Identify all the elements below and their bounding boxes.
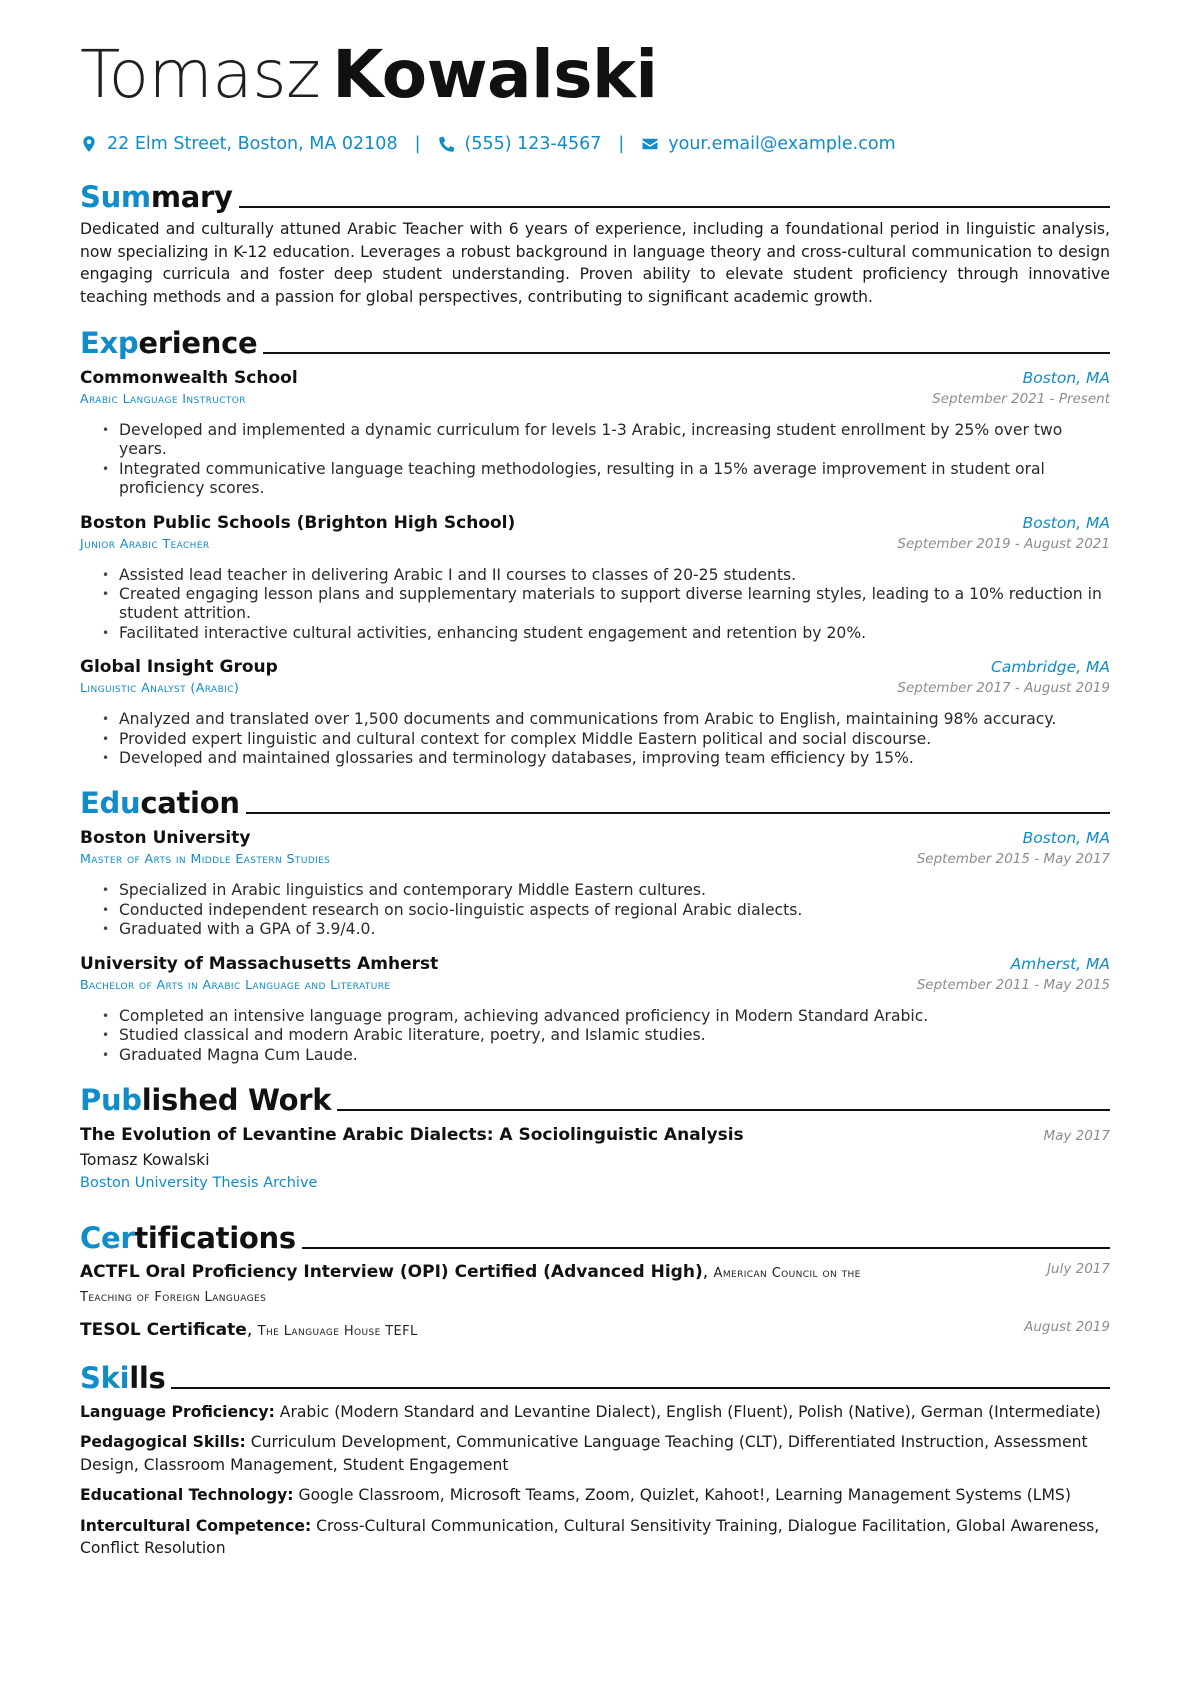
section-rule <box>246 812 1110 814</box>
section-rule <box>337 1109 1110 1111</box>
section-header <box>80 1075 1110 1115</box>
skills-section <box>80 1353 1110 1560</box>
bullet-item: • Developed and implemented a dynamic curriculum for levels 1-3 Arabic, increasing student enrollment by 25% over two years. <box>102 421 1110 460</box>
publication-title: The Evolution of Levantine Arabic Dialects: A Sociolinguistic Analysis <box>80 1124 744 1145</box>
section-title-highlight: Edu <box>80 786 141 821</box>
entry-organization: Global Insight Group <box>80 657 278 678</box>
entry-dates: September 2011 - May 2015 <box>916 976 1110 993</box>
education-entry <box>80 954 1110 1065</box>
skill-label: Educational Technology: <box>80 1486 294 1505</box>
bullet-list <box>80 710 1110 768</box>
section-rule <box>171 1387 1110 1389</box>
bullet-item: • Created engaging lesson plans and supplementary materials to support diverse learning styles, leading to a 10% reduction in student attrition. <box>102 585 1110 624</box>
section-rule <box>263 352 1110 354</box>
phone-item[interactable] <box>438 134 602 154</box>
experience-entry <box>80 657 1110 768</box>
certification-date: August 2019 <box>1024 1318 1110 1335</box>
contact-separator: | <box>618 134 625 154</box>
section-title-rest: lls <box>129 1360 166 1395</box>
entry-dates: September 2021 - Present <box>932 391 1110 407</box>
last-name: Kowalski <box>332 36 658 113</box>
envelope-icon <box>641 135 659 153</box>
bullet-item: • Analyzed and translated over 1,500 documents and communications from Arabic to English, maintaining 98% accuracy. <box>102 710 1110 729</box>
entry-degree: Bachelor of Arts in Arabic Language and Literature <box>80 976 391 992</box>
bullet-item: • Graduated with a GPA of 3.9/4.0. <box>102 920 1110 939</box>
section-title <box>80 1220 296 1255</box>
skill-row <box>80 1401 1110 1424</box>
entry-organization: Commonwealth School <box>80 368 298 388</box>
summary-section <box>80 172 1110 308</box>
bullet-item: • Completed an intensive language program, achieving advanced proficiency in Modern Standard Arabic. <box>102 1007 1110 1026</box>
education-section <box>80 778 1110 1064</box>
certification-issuer: American Council on the Teaching of Foreign Languages <box>80 1265 861 1305</box>
section-title-rest: lished Work <box>141 1082 332 1117</box>
bullet-list <box>80 881 1110 939</box>
section-header <box>80 1353 1110 1393</box>
skill-label: Pedagogical Skills: <box>80 1433 246 1452</box>
skill-row <box>80 1484 1110 1507</box>
map-marker-icon <box>80 135 98 153</box>
section-title <box>80 1082 332 1117</box>
publication-date: May 2017 <box>1043 1127 1110 1144</box>
section-title-highlight: Cer <box>80 1220 135 1255</box>
skill-value: Google Classroom, Microsoft Teams, Zoom, Quizlet, Kahoot!, Learning Management Systems (LMS) <box>298 1486 1071 1505</box>
entry-organization: Boston Public Schools (Brighton High School) <box>80 512 516 533</box>
bullet-item: • Provided expert linguistic and cultural context for complex Middle Eastern political and social discourse. <box>102 730 1110 749</box>
section-header <box>80 778 1110 821</box>
bullet-list <box>80 421 1110 499</box>
section-title <box>80 326 258 360</box>
phone-icon <box>438 135 456 153</box>
email-item[interactable] <box>641 134 895 154</box>
candidate-name <box>80 36 1110 113</box>
entry-institution: Boston University <box>80 828 251 849</box>
bullet-item: • Graduated Magna Cum Laude. <box>102 1046 1110 1065</box>
entry-location: Amherst, MA <box>1010 954 1110 973</box>
section-title-rest: tifications <box>134 1220 296 1255</box>
certification-item: TESOL Certificate, The Language House TEFL August 2019 <box>80 1318 1110 1340</box>
entry-location: Boston, MA <box>1022 513 1110 532</box>
section-header <box>80 1213 1110 1253</box>
bullet-list <box>80 566 1110 644</box>
bullet-item: • Assisted lead teacher in delivering Arabic I and II courses to classes of 20-25 students. <box>102 566 1110 585</box>
contact-bar <box>80 134 1110 154</box>
experience-entry <box>80 513 1110 644</box>
section-title-rest: cation <box>140 786 240 821</box>
section-header <box>80 318 1110 358</box>
certification-name: TESOL Certificate <box>80 1319 247 1340</box>
section-title-rest: erience <box>138 326 258 360</box>
entry-location: Cambridge, MA <box>991 658 1110 677</box>
education-entry <box>80 828 1110 939</box>
skill-label: Intercultural Competence: <box>80 1516 312 1535</box>
bullet-item: • Facilitated interactive cultural activities, enhancing student engagement and retention by 20%. <box>102 624 1110 643</box>
section-title <box>80 786 240 821</box>
section-title-highlight: Sum <box>80 180 151 214</box>
entry-location: Boston, MA <box>1022 829 1110 848</box>
publication-venue: Boston University Thesis Archive <box>80 1174 318 1191</box>
first-name: Tomasz <box>80 36 321 113</box>
publication-author: Tomasz Kowalski <box>80 1150 210 1169</box>
certification-item: ACTFL Oral Proficiency Interview (OPI) Certified (Advanced High), American Council on the Teaching of Foreign Languages July 2017 <box>80 1260 1110 1305</box>
skill-label: Language Proficiency: <box>80 1402 275 1421</box>
section-rule <box>302 1247 1110 1249</box>
section-header <box>80 172 1110 212</box>
experience-entry <box>80 368 1110 499</box>
entry-dates: September 2019 - August 2021 <box>897 535 1110 552</box>
bullet-item: • Integrated communicative language teaching methodologies, resulting in a 15% average improvement in student oral proficiency scores. <box>102 460 1110 499</box>
bullet-item: • Specialized in Arabic linguistics and contemporary Middle Eastern cultures. <box>102 881 1110 900</box>
certification-name: ACTFL Oral Proficiency Interview (OPI) Certified (Advanced High) <box>80 1261 703 1282</box>
bullet-list <box>80 1007 1110 1065</box>
certifications-section <box>80 1213 1110 1343</box>
skill-value: Curriculum Development, Communicative Language Teaching (CLT), Differentiated Instruction, Assessment Design, Classroom Management, Student Engagement <box>80 1433 1088 1474</box>
section-title-highlight: Ski <box>80 1360 130 1395</box>
entry-institution: University of Massachusetts Amherst <box>80 953 439 974</box>
skill-value: Cross-Cultural Communication, Cultural Sensitivity Training, Dialogue Facilitation, Global Awareness, Conflict Resolution <box>80 1516 1100 1558</box>
section-title-rest: mary <box>150 180 233 214</box>
email-link: your.email@example.com <box>668 134 896 154</box>
bullet-item: • Conducted independent research on socio-linguistic aspects of regional Arabic dialects. <box>102 901 1110 920</box>
section-rule <box>239 206 1110 208</box>
entry-dates: September 2015 - May 2017 <box>916 851 1110 868</box>
skill-row <box>80 1431 1110 1476</box>
section-title <box>80 180 233 214</box>
summary-text: Dedicated and culturally attuned Arabic Teacher with 6 years of experience, including a foundational period in linguistic analysis, now specializing in K-12 education. Leverages a robust background in language theory and cross-cultural communication to design engaging curricula and foster deep student understanding. Proven ability to elevate student proficiency through innovative teaching methods and a passion for global perspectives, contributing to significant academic growth. <box>80 220 1110 306</box>
skill-value: Arabic (Modern Standard and Levantine Dialect), English (Fluent), Polish (Native), German (Intermediate) <box>279 1402 1101 1421</box>
entry-dates: September 2017 - August 2019 <box>897 680 1110 697</box>
section-title-highlight: Exp <box>80 326 139 360</box>
phone-text: (555) 123-4567 <box>464 134 602 154</box>
certification-issuer: The Language House TEFL <box>257 1323 418 1339</box>
entry-degree: Master of Arts in Middle Eastern Studies <box>80 851 331 867</box>
bullet-item: • Studied classical and modern Arabic literature, poetry, and Islamic studies. <box>102 1026 1110 1045</box>
bullet-item: • Developed and maintained glossaries and terminology databases, improving team efficiency by 15%. <box>102 749 1110 768</box>
address-item <box>80 134 398 154</box>
certification-date: July 2017 <box>1047 1260 1110 1277</box>
entry-role: Linguistic Analyst (Arabic) <box>80 680 240 696</box>
entry-role: Arabic Language Instructor <box>80 391 246 406</box>
section-title <box>80 1360 166 1395</box>
section-title-highlight: Pub <box>80 1082 142 1117</box>
entry-location: Boston, MA <box>1022 369 1110 387</box>
address-text: 22 Elm Street, Boston, MA 02108 <box>107 134 398 154</box>
contact-separator: | <box>414 134 421 154</box>
skill-row <box>80 1515 1110 1560</box>
published-work-section <box>80 1075 1110 1191</box>
experience-section <box>80 318 1110 768</box>
entry-role: Junior Arabic Teacher <box>80 535 210 551</box>
